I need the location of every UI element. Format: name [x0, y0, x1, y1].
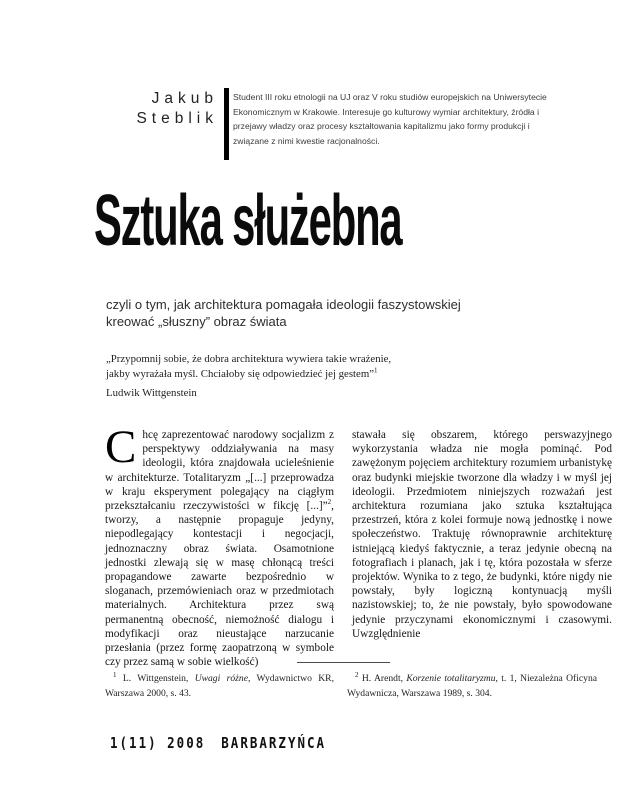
body-column-right: stawała się obszarem, którego perswazyjnego wykorzystania władza nie mogła pominąć. Pod zawężonym pojęciem architektury rozumiem urbanistykę oraz budynki miejskie tworzone dla władzy i w myśl jej ideologii. Przedmiotem niniejszych rozważań jest architektura rozumiana jako sztuka kształtująca przestrzeń, która z kolei formuje nową jednostkę i nowe społeczeństwo. Traktuję równoprawnie architekturę istniejącą kiedyś faktycznie, a teraz jedynie obecną na fotografiach i planach, jak i tę, która pozostała w sferze projektów. Wynika to z tego, że budynki, które nigdy nie powstały, były logiczną kontynuacją myśli nazistowskiej; to, że nie powstały, było spowodowane jedynie przyczynami ekonomicznymi i czasowymi. Uwzględnienie	[352, 429, 612, 640]
article-subtitle	[106, 296, 526, 330]
body-left-text: hcę zaprezentować narodowy socjalizm z perspektywy oddziaływania na masy ideologii, która znajdowała ucieleśnienie w architekturze. Totalitaryzm „[...] przeprowadza w kraju eksperyment polegający na ciągłym przekształcaniu rzeczywistości w fikcję [...]”	[105, 429, 334, 513]
body-column-left	[105, 421, 334, 669]
dropcap: C	[105, 421, 137, 473]
footnote-1-work-title: Uwagi różne	[194, 673, 248, 684]
subtitle-line-1: czyli o tym, jak architektura pomagała ideologii faszystowskiej	[106, 297, 461, 312]
article-title: Sztuka służebna	[94, 181, 402, 261]
epigraph	[106, 352, 436, 401]
author-first-name: Jakub	[151, 90, 218, 107]
body-left-text-cont: , tworzy, a następnie propaguje jedyny, niepodlegający kontestacji i negocjacji, jednoznaczny obraz świata. Osamotnione jednostki zlewają się w masę chłonącą treści propagandowe zawarte bezpośrednio w sloganach, przemówieniach oraz w przedmiotach materialnych. Architektura przez swą permanentną obecność, niemożność dialogu i modyfikacji oraz nieustające narzucanie przesłania (przez formę zaopatrzoną w symbole czy przez samą w sobie wielkość)	[105, 500, 334, 669]
author-divider-rule	[224, 88, 229, 160]
epigraph-author: Ludwik Wittgenstein	[106, 387, 197, 399]
footer-magazine-name: BARBARZYŃCA	[221, 734, 327, 752]
epigraph-line-1: „Przypomnij sobie, że dobra architektura wywiera takie wrażenie,	[106, 353, 392, 365]
footnote-separator-rule	[297, 662, 390, 663]
author-last-name: Steblik	[136, 110, 218, 127]
author-name	[40, 89, 218, 129]
body-footnote-ref-2: 2	[327, 498, 332, 507]
epigraph-footnote-ref: 1	[374, 366, 378, 375]
author-bio: Student III roku etnologii na UJ oraz V roku studiów europejskich na Uniwersytecie Ekonomicznym w Krakowie. Interesuje go kulturowy wymiar architektury, źródła i przejawy władzy oraz procesy kształtowania kapitalizmu jako formy produkcji i związane z nimi kwestie racjonalności.	[233, 92, 547, 146]
epigraph-line-2: jakby wyrażała myśl. Chciałoby się odpowiedzieć jej gestem”$^1$	[106, 366, 378, 380]
footnote-1: $^1$ L. Wittgenstein, Uwagi różne, Wydawnictwo KR, Warszawa 2000, s. 43.	[105, 670, 334, 699]
page-footer	[110, 734, 326, 752]
footnote-2-marker: 2	[355, 670, 359, 679]
footnote-2-work-title: Korzenie totalitaryzmu	[406, 673, 496, 684]
subtitle-line-2: kreować „słuszny” obraz świata	[106, 314, 287, 329]
footnote-1-marker: 1	[113, 670, 117, 679]
footer-issue-number: 1(11) 2008	[110, 734, 206, 752]
footnote-2: $^2$ H. Arendt, Korzenie totalitaryzmu, t. 1, Niezależna Oficyna Wydawnicza, Warszawa 1989, s. 304.	[347, 670, 597, 699]
